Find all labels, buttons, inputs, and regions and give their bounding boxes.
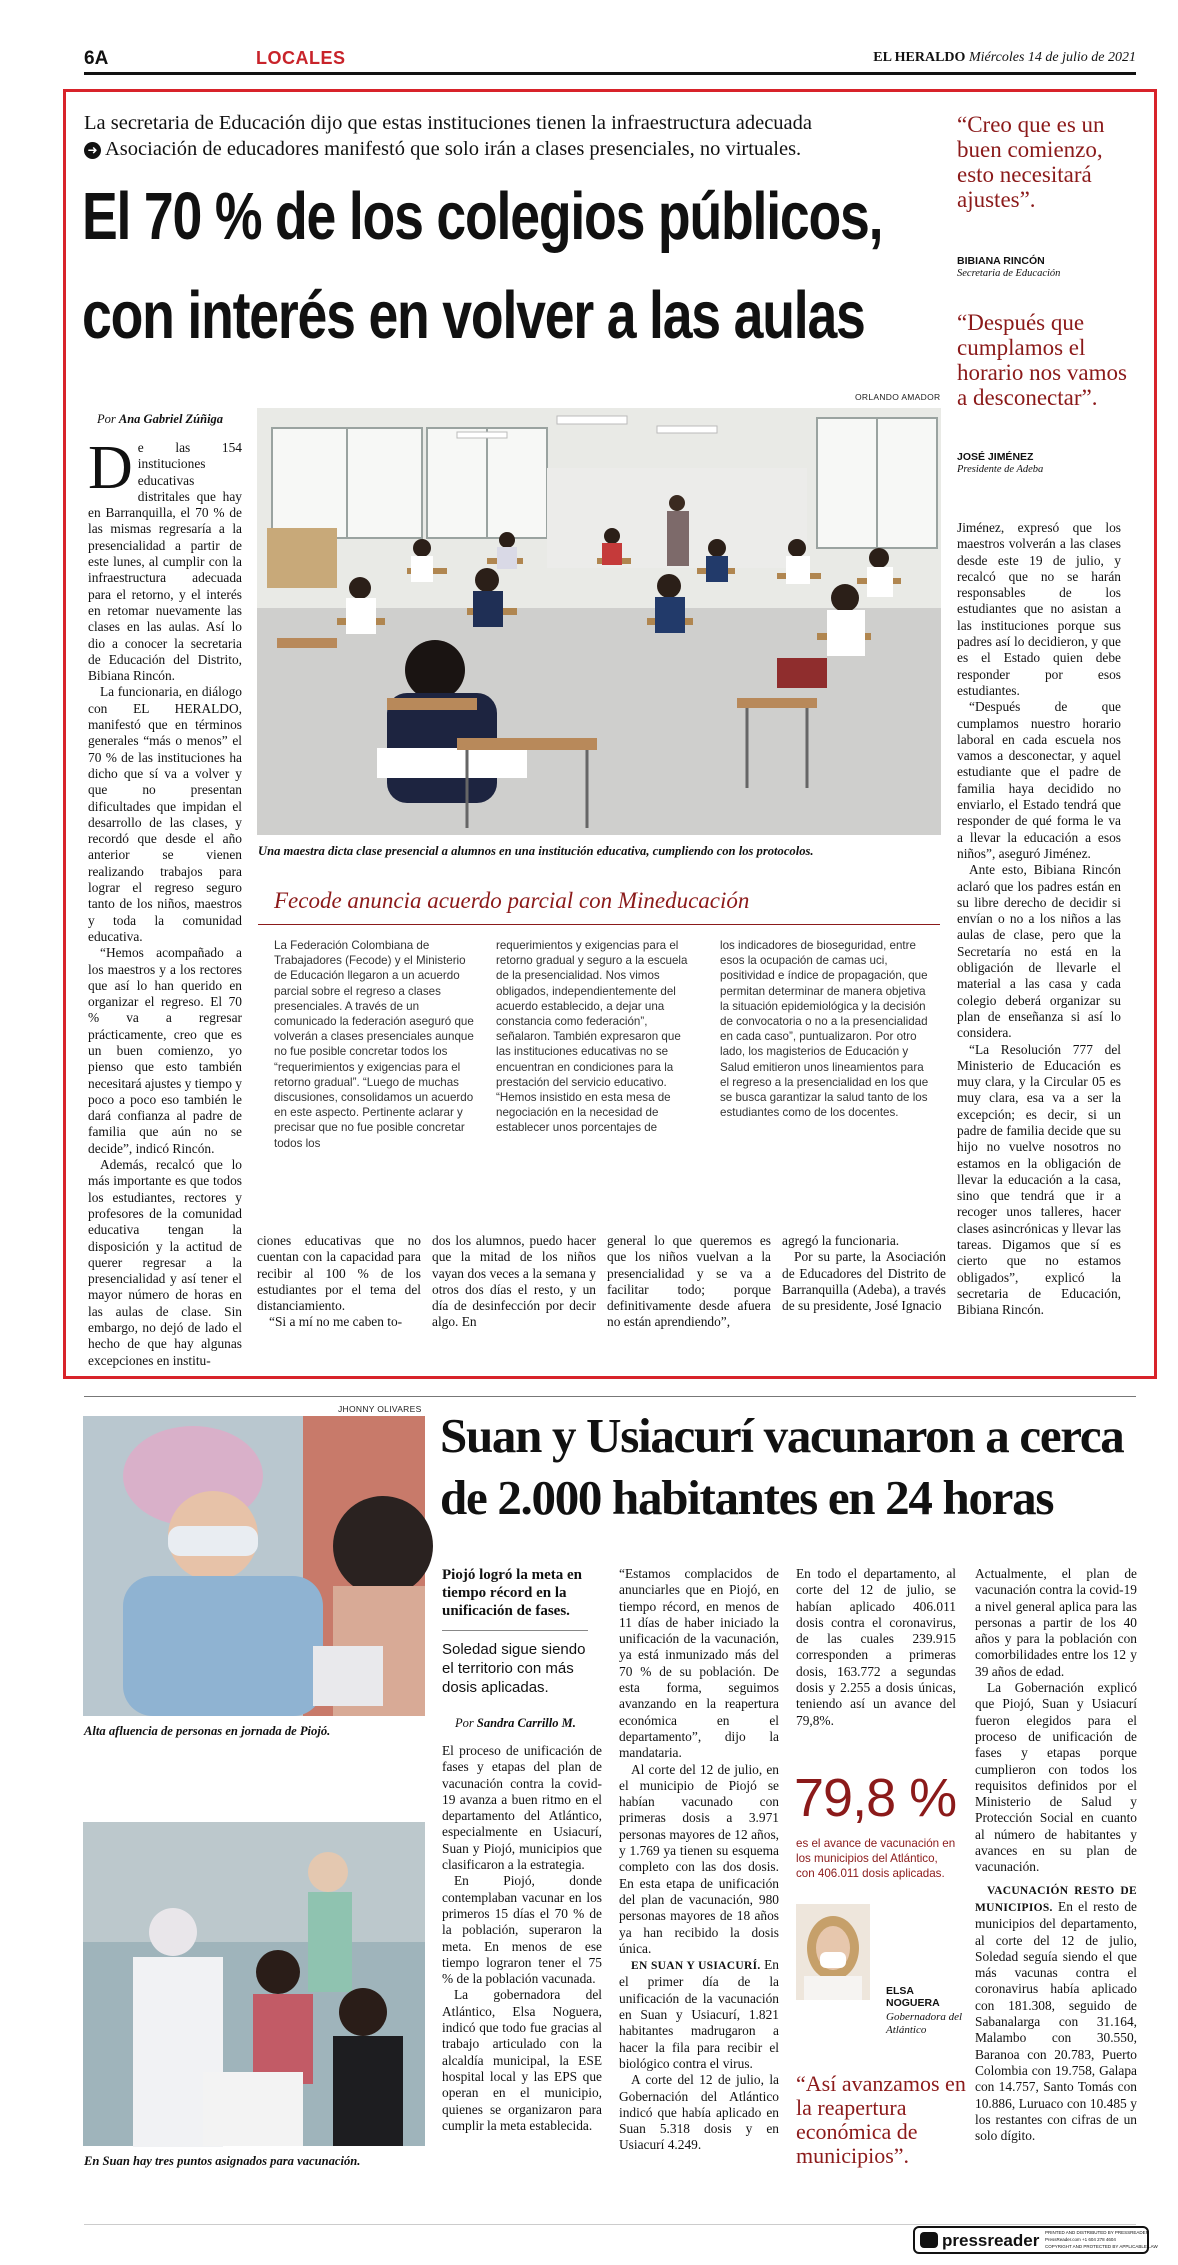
right-p2: “Después de que cumplamos nuestro horario laboral en cada escuela nos vamos a desconectar, y aquel estudiante que el padre de familia haya decidido no enviarlo, el Estado tendrá que responder de qué forma le va a llevar la educación a esos niños”, aseguró Jiménez. — [957, 699, 1121, 861]
s2-col2-p3: En el primer día de la unificación de la vacunación en Suan y Usiacurí, 1.821 habitantes madrugaron a hacer la fila para recibir el biológico contra el virus. — [619, 1957, 779, 2071]
kicker-2: Asociación de educadores manifestó que solo irán a clases presenciales, no virtuales. — [105, 138, 802, 160]
quote-1-role: Secretaria de Educación — [957, 268, 1061, 279]
s2-col2-p1: “Estamos complacidos de anunciarles que en Piojó, en tiempo récord, en menos de 11 días de haber iniciado la unificación de la vacunación, ya está inmunizado más del 70 % de su población. De esta forma, seguimos avanzando en la reapertura económica en el departamento”, dijo la mandataria. — [619, 1566, 779, 1761]
story2-byline-prefix: Por — [455, 1716, 474, 1730]
story2-pull-quote: “Así avanzamos en la reapertura económica de municipios”. — [796, 2071, 966, 2168]
story2-byline — [455, 1716, 576, 1731]
header-rule — [84, 72, 1136, 75]
story2-headline-line-1: Suan y Usiacurí vacunaron a cerca — [440, 1408, 1124, 1463]
story2-byline-author: Sandra Carrillo M. — [476, 1716, 576, 1730]
photo-credit: ORLANDO AMADOR — [855, 392, 941, 402]
page-number: 6A — [84, 48, 109, 69]
story2-deck-1: Piojó logró la meta en tiempo récord en la unificación de fases. — [442, 1567, 582, 1619]
vaccination-photo-2-caption: En Suan hay tres puntos asignados para vacunación. — [84, 2154, 361, 2168]
sidebar-column-2: requerimientos y exigencias para el retorno gradual y seguro a la escuela de la presencialidad. Nos vimos obligados, independientemente del acuerdo establecido, a dejar una constancia como federación”, señalaron. También expresaron que las instituciones educativas no se encuentran en condiciones para la prestación del servicio educativo. “Hemos insistido en esta mesa de negociación en la necesidad de establecer unos porcentajes de — [496, 939, 688, 1135]
vaccination-photo-2 — [83, 1822, 425, 2146]
story1-bottom-column-4 — [782, 1233, 946, 1353]
elsa-noguera-photo — [796, 1904, 870, 2000]
section-label: LOCALES — [256, 48, 346, 68]
pressreader-badge — [913, 2226, 1158, 2254]
pressreader-tiny-3: COPYRIGHT AND PROTECTED BY APPLICABLE LAW — [1045, 2244, 1158, 2249]
quote-2-name: JOSÉ JIMÉNEZ — [957, 451, 1034, 463]
col1-p3: “Hemos acompañado a los maestros y a los rectores que así lo han querido en organizar el regreso. El 70 % va a regresar prácticamente, creo que es un buen comienzo, yo pienso que esto también necesitará ajustes y tiempo y poco a poco eso también le dará confianza al padre de familia que aún no se decide”, indicó Rincón. — [88, 945, 242, 1156]
s2-col1-p2: En Piojó, donde contemplaban vacunar en los primeros 15 días el 70 % de la población, superaron la meta. En menos de ese tiempo lograron tener el 75 % de la población vacunada. — [442, 1873, 602, 1987]
s2-col4-p3: En el resto de municipios del departamento, al corte del 12 de julio, Soledad seguía siendo el que más vacunas contra el coronavirus había aplicado con 181.308, seguido de Sabanalarga con 31.164, Malambo con 30.550, Baranoa con 20.783, Puerto Colombia con 19.758, Galapa con 14.757, Santo Tomás con 10.886, Luruaco con 10.485 y los restantes con cifras de un solo dígito. — [975, 1898, 1137, 2144]
vaccination-photo-1 — [83, 1416, 425, 1716]
s2-col4-subhead: VACUNACIÓN RESTO DE MUNICIPIOS. — [975, 1884, 1137, 1914]
person-role: Gobernadora del Atlántico — [886, 2011, 963, 2036]
s2-col2-subhead: EN SUAN Y USIACURÍ. — [631, 1960, 761, 1973]
s2-col1-p1: El proceso de unificación de fases y etapas del plan de vacunación contra la covid-19 avanza a buen ritmo en el departamento del Atlántico, especialmente en Usiacurí, Suan y Piojó, municipios que clasificaron a la estrategia. — [442, 1743, 602, 1873]
s2-col4-p1: Actualmente, el plan de vacunación contra la covid-19 a nivel general aplica para las personas a partir de los 40 años y para la población con comorbilidades entre los 12 y 39 años de edad. — [975, 1566, 1137, 1679]
footer-rule — [84, 2224, 1136, 2225]
s2-col1-p3: La gobernadora del Atlántico, Elsa Noguera, indicó que todo fue gracias al trabajo articulado con la alcaldía municipal, la ESE hospital local y las EPS que operan en el municipio, quienes se organizaron para cumplir la meta establecida. — [442, 1987, 602, 2133]
quote-1-name: BIBIANA RINCÓN — [957, 255, 1045, 267]
headline-line-1: El 70 % de los colegios públicos, — [82, 179, 883, 254]
story1-bottom-column-2: dos los alumnos, puedo hacer que la mitad de los niños vayan dos veces a la semana y otros dos días el resto, y un día de desinfección por decir algo. En — [432, 1233, 596, 1330]
col1-p2: La funcionaria, en diálogo con EL HERALDO, manifestó que en términos generales “más o menos” el 70 % de las instituciones ha dicho que sí va a volver y que no presentan dificultades que impidan el desarrollo de las clases, y recordó que desde el año anterior se vienen realizando trabajos para lograr el regreso seguro tanto de los niños, maestros y toda la comunidad educativa. — [88, 684, 242, 944]
story1-column-1 — [88, 434, 242, 1368]
story1-bottom-column-3: general lo que queremos es que los niños vuelvan a la presencialidad y se va a facilitar todo; porque definitivamente desde afuera no están aprendiendo”, — [607, 1233, 771, 1330]
pull-quote-2: “Después que cumplamos el horario nos vamos a desconectar”. — [957, 310, 1127, 410]
story2-column-1 — [442, 1743, 602, 2163]
col1-p1: e las 154 instituciones educativas distritales que hay en Barranquilla, el 70 % de las mismas regresaría a la presencialidad a partir de este lunes, al cumplir con la infraestructura adecuada para el retorno, y el interés en retomar nuevamente las clases en las aulas. Así lo dio a conocer la secretaria de Educación del Distrito, Bibiana Rincón. — [88, 440, 242, 684]
byline — [97, 412, 223, 427]
bottom-col1-p2: “Si a mí no me caben to- — [269, 1314, 403, 1330]
pressreader-icon — [920, 2232, 938, 2248]
s2-col4-p2: La Gobernación explicó que Piojó, Suan y Usiacurí fueron elegidos para el proceso de unificación de fases y etapas porque cumplieron con todos los requisitos definidos por el Ministerio de Salud y Protección Social en cuanto al número de habitantes y avances en su plan de vacunación. — [975, 1680, 1137, 1875]
right-p4: “La Resolución 777 del Ministerio de Educación es muy clara, y la Circular 05 es muy clara, esa va a ser la excepción; es decir, si un padre de familia decide que su hijo no vuelve nosotros no estamos en la obligación de llevar la educación a la casa, sino que tendrá que ir a recoger unos talleres, hacer clases asincrónicas y llevar las tareas. Digamos que sí es cierto que no estamos obligados”, explicó la secretaria de Educación, Bibiana Rincón. — [957, 1041, 1121, 1318]
story1-bottom-column-1 — [257, 1233, 421, 1353]
byline-prefix: Por — [97, 412, 116, 426]
story2-deck-2: Soledad sigue siendo el territorio con más dosis aplicadas. — [442, 1641, 586, 1696]
col1-p4: Además, recalcó que lo más importante es que todos los estudiantes, rectores y profesores de la comunidad educativa tengan la disposición y la actitud de querer regresar a la presencialidad y así tener el mayor número de horas en las aulas de clase. Sin embargo, no dejó de lado el hecho de que hay algunas excepciones en institu- — [88, 1157, 242, 1368]
story2-photo-credit: JHONNY OLIVARES — [338, 1404, 422, 1414]
stat-description: es el avance de vacunación en los municipios del Atlántico, con 406.011 dosis aplicadas. — [796, 1837, 956, 1881]
bottom-col4-p2: Por su parte, la Asociación de Educadores del Distrito de Barranquilla (Adeba), a través de su presidente, José Ignacio — [782, 1249, 946, 1314]
classroom-photo — [257, 408, 941, 835]
masthead-date — [873, 50, 1136, 66]
vaccination-photo-1-caption: Alta afluencia de personas en jornada de Piojó. — [84, 1724, 331, 1738]
pressreader-tiny-2: PressReader.com +1 604 278 4604 — [1045, 2237, 1116, 2242]
kicker-1: La secretaria de Educación dijo que estas instituciones tienen la infraestructura adecuada — [84, 112, 812, 134]
date: Miércoles 14 de julio de 2021 — [968, 50, 1136, 65]
pull-quote-1: “Creo que es un buen comienzo, esto necesitará ajustes”. — [957, 112, 1105, 212]
arrow-circle-icon: ➜ — [84, 142, 101, 159]
story2-column-4 — [975, 1566, 1137, 2166]
pressreader-brand: pressreader — [942, 2231, 1040, 2250]
stat-value: 79,8 % — [794, 1768, 957, 1828]
right-p1: Jiménez, expresó que los maestros volverán a las clases desde este 19 de julio, y recalcó que no se harán responsables de los estudiantes que no asistan a las instituciones porque sus padres así lo decidieron, y que es el Estado quien debe responder por esos estudiantes. — [957, 520, 1121, 698]
right-p3: Ante esto, Bibiana Rincón aclaró que los padres están en su libre derecho de decidir si envían o no a los niños a las aulas de clase, pero que la Secretaría no está en la obligación de llevarle el material a las casa y cada colegio deberá organizar su plan de enseñanza si así lo considera. — [957, 862, 1121, 1041]
bottom-col1-p1: ciones educativas que no cuentan con la capacidad para recibir al 100 % de los estudiantes por el tema del distanciamiento. — [257, 1233, 421, 1314]
story2-column-3: En todo el departamento, al corte del 12 de julio, se habían aplicado 406.011 dosis contra el coronavirus, de las cuales 239.915 corresponden a primeras dosis, 163.772 a segundas dosis y 2.255 a dosis únicas, teniendo así un avance del 79,8%. — [796, 1566, 956, 1728]
story2-headline-line-2: de 2.000 habitantes en 24 horas — [440, 1470, 1054, 1525]
drop-cap: D — [88, 434, 133, 502]
s2-col2-p4: A corte del 12 de julio, la Gobernación del Atlántico indicó que había aplicado en Suan 5.318 dosis y en Usiacurí 4.249. — [619, 2072, 779, 2153]
sidebar-column-3: los indicadores de bioseguridad, entre esos la ocupación de camas uci, positividad e índice de propagación, que permitan determinar de manera objetiva la situación epidemiológica y la decisión de convocatoria o no a la presencialidad en cada caso”, puntualizaron. Por otro lado, los magisterios de Educación y Salud emitieron unos lineamientos para el regreso a la presencialidad en los que se busca garantizar la salud tanto de los estudiantes como de los docentes. — [720, 939, 929, 1120]
story-separator — [84, 1396, 1136, 1397]
story1-right-column — [957, 520, 1121, 1350]
sidebar-title: Fecode anuncia acuerdo parcial con Mineducación — [274, 888, 750, 913]
sidebar-rule — [258, 924, 940, 925]
portrait-illustration — [796, 1904, 870, 2000]
story2-column-2 — [619, 1566, 779, 2166]
classroom-illustration — [257, 408, 941, 835]
headline-line-2: con interés en volver a las aulas — [82, 278, 865, 353]
deck-rule — [442, 1630, 588, 1631]
person-name: ELSA NOGUERA — [886, 1985, 940, 2009]
bottom-col4-p1: agregó la funcionaria. — [782, 1233, 900, 1248]
pressreader-tiny-1: PRINTED AND DISTRIBUTED BY PRESSREADER — [1045, 2230, 1149, 2235]
byline-author: Ana Gabriel Zúñiga — [118, 412, 224, 426]
vaccination-illustration-1 — [83, 1416, 425, 1716]
quote-2-role: Presidente de Adeba — [957, 464, 1044, 475]
classroom-photo-caption: Una maestra dicta clase presencial a alumnos en una institución educativa, cumpliendo con los protocolos. — [258, 844, 814, 858]
kicker-2-row — [84, 138, 964, 161]
paper-name: EL HERALDO — [873, 50, 966, 65]
sidebar-column-1: La Federación Colombiana de Trabajadores (Fecode) y el Ministerio de Educación llegaron a un acuerdo parcial sobre el regreso a clases presenciales. A través de un comunicado la federación aseguró que volverán a clases presenciales aunque no fue posible concretar todos los “requerimientos y exigencias para el retorno gradual”. “Luego de muchas discusiones, consolidamos un acuerdo en este aspecto. Pertinente aclarar y precisar que no fue posible concretar todos los — [274, 939, 474, 1150]
s2-col2-p2: Al corte del 12 de julio, en el municipio de Piojó se habían vacunado con primeras dosis a 3.971 personas mayores de 12 años, y 1.769 ya tienen su esquema completo con las dos dosis. En esta etapa de unificación del plan de vacunación, 980 personas mayores de 18 años ya han recibido la dosis única. — [619, 1761, 779, 1956]
page-header — [84, 46, 1136, 72]
vaccination-illustration-2 — [83, 1822, 425, 2146]
